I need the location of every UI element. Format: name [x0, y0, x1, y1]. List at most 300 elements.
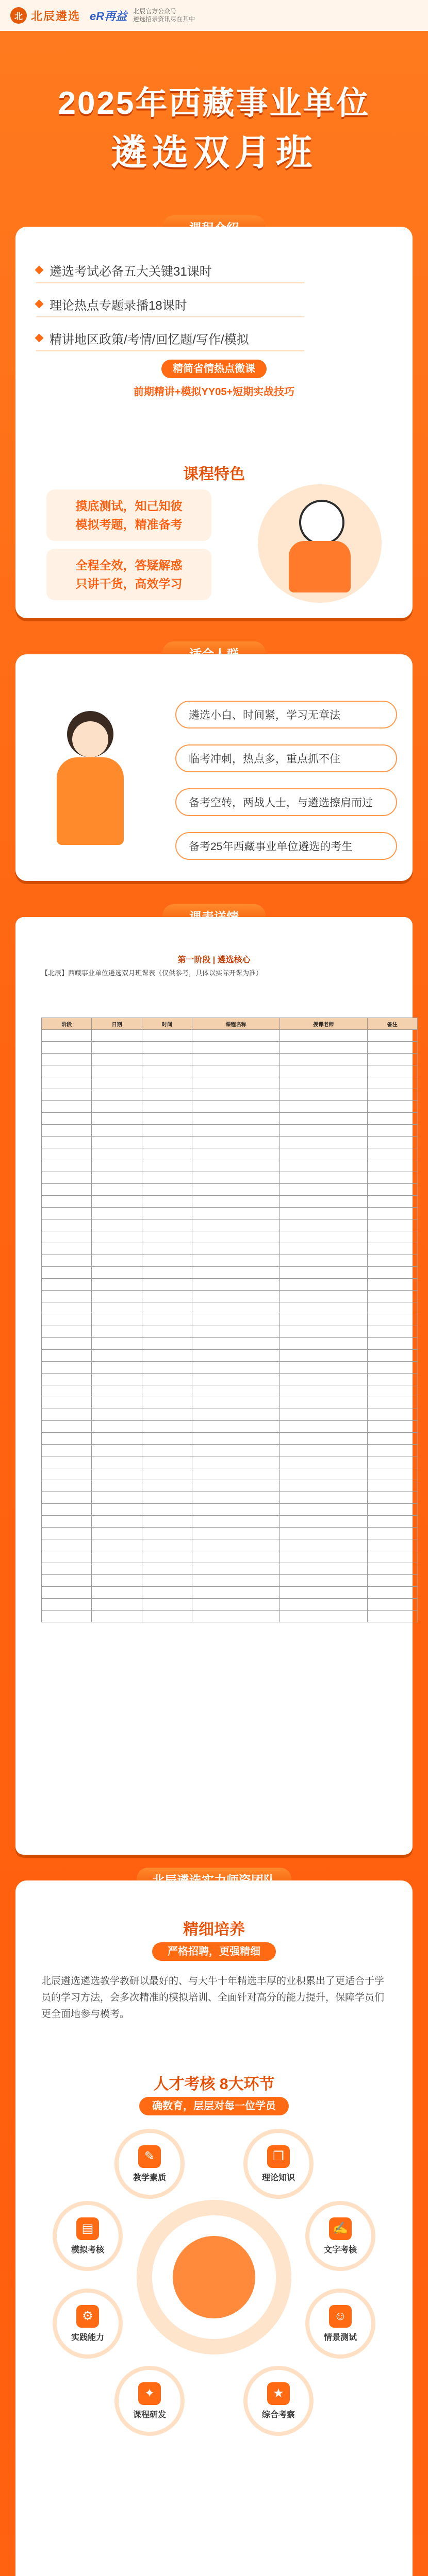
table-cell [92, 1409, 142, 1421]
table-row [42, 1539, 418, 1551]
pen-icon: ✍ [329, 2217, 352, 2240]
table-cell [42, 1077, 92, 1089]
table-cell [42, 1563, 92, 1575]
table-cell [142, 1397, 192, 1409]
table-cell [142, 1504, 192, 1516]
teacher-face [72, 721, 108, 757]
table-cell [42, 1587, 92, 1599]
table-cell [92, 1291, 142, 1302]
table-cell [279, 1184, 367, 1196]
table-cell [192, 1480, 280, 1492]
table-cell [192, 1267, 280, 1279]
intro-card [15, 227, 413, 618]
table-row [42, 1291, 418, 1302]
table-cell [367, 1445, 417, 1456]
table-row [42, 1077, 418, 1089]
table-row [42, 1137, 418, 1148]
table-cell [92, 1054, 142, 1065]
table-row [42, 1042, 418, 1054]
table-cell [92, 1528, 142, 1539]
table-cell [142, 1302, 192, 1314]
table-cell [142, 1516, 192, 1528]
table-cell [142, 1551, 192, 1563]
table-cell [92, 1184, 142, 1196]
table-cell [142, 1611, 192, 1622]
schedule-table-body [42, 1030, 418, 1622]
table-cell [192, 1421, 280, 1433]
table-cell [367, 1409, 417, 1421]
table-cell [192, 1492, 280, 1504]
table-cell [142, 1385, 192, 1397]
lightbulb-icon: ✦ [138, 2382, 161, 2405]
table-cell [92, 1255, 142, 1267]
table-cell [367, 1611, 417, 1622]
table-row [42, 1397, 418, 1409]
table-cell [279, 1338, 367, 1350]
table-cell [279, 1445, 367, 1456]
table-cell [92, 1397, 142, 1409]
table-cell [92, 1113, 142, 1125]
table-cell [367, 1208, 417, 1219]
table-cell [279, 1362, 367, 1374]
table-cell [42, 1314, 92, 1326]
table-cell [42, 1397, 92, 1409]
table-cell [192, 1160, 280, 1172]
assessment-node: ▤ 模拟考核 [57, 2205, 119, 2267]
table-row [42, 1504, 418, 1516]
assessment-node: ✎ 教学素质 [119, 2133, 180, 2195]
table-cell [192, 1587, 280, 1599]
table-cell [279, 1516, 367, 1528]
table-cell [192, 1551, 280, 1563]
table-cell [142, 1054, 192, 1065]
table-cell [279, 1208, 367, 1219]
table-cell [142, 1030, 192, 1042]
table-cell [142, 1279, 192, 1291]
table-cell [279, 1219, 367, 1231]
top-bar [0, 0, 428, 31]
table-cell [192, 1575, 280, 1587]
table-cell [367, 1350, 417, 1362]
table-cell [92, 1042, 142, 1054]
table-cell [42, 1054, 92, 1065]
table-cell [92, 1421, 142, 1433]
table-cell [42, 1539, 92, 1551]
table-cell [92, 1587, 142, 1599]
table-cell [279, 1480, 367, 1492]
table-cell [367, 1599, 417, 1611]
table-cell [92, 1101, 142, 1113]
table-cell [279, 1374, 367, 1385]
table-cell [279, 1042, 367, 1054]
table-cell [92, 1125, 142, 1137]
schedule-note: 【北辰】西藏事业单位遴选双月班课表（仅供参考，具体以实际开课为准） [41, 969, 263, 977]
table-cell [142, 1219, 192, 1231]
table-cell [192, 1042, 280, 1054]
assessment-node: ❐ 理论知识 [248, 2133, 309, 2195]
table-cell [192, 1504, 280, 1516]
table-cell [279, 1231, 367, 1243]
table-cell [367, 1492, 417, 1504]
table-cell [192, 1255, 280, 1267]
table-cell [192, 1077, 280, 1089]
table-cell [142, 1468, 192, 1480]
table-cell [279, 1255, 367, 1267]
table-cell [142, 1528, 192, 1539]
table-cell [142, 1208, 192, 1219]
table-row [42, 1350, 418, 1362]
table-cell [367, 1374, 417, 1385]
table-cell [142, 1314, 192, 1326]
table-cell [279, 1137, 367, 1148]
brand-logo-icon: 北 [10, 7, 27, 24]
table-cell [279, 1587, 367, 1599]
table-cell [279, 1267, 367, 1279]
table-cell [142, 1480, 192, 1492]
table-cell [279, 1456, 367, 1468]
table-cell [279, 1054, 367, 1065]
table-cell [92, 1219, 142, 1231]
table-cell [279, 1101, 367, 1113]
table-cell [142, 1350, 192, 1362]
table-cell [279, 1196, 367, 1208]
table-cell [279, 1113, 367, 1125]
table-cell [367, 1030, 417, 1042]
table-cell [142, 1160, 192, 1172]
schedule-card [15, 917, 413, 1855]
table-row [42, 1172, 418, 1184]
table-cell [92, 1611, 142, 1622]
table-cell [92, 1208, 142, 1219]
table-cell [142, 1575, 192, 1587]
table-cell [192, 1539, 280, 1551]
table-cell [92, 1504, 142, 1516]
table-cell [367, 1468, 417, 1480]
strength-paragraph: 北辰遴选遴选教学教研以最好的、与大牛十年精选丰厚的业积累出了更适合于学员的学习方法，会多次精准的模拟培训、全面针对高分的能力提升，保障学员们更全面地参与模考。 [41, 1976, 385, 2020]
table-row [42, 1421, 418, 1433]
table-cell [42, 1042, 92, 1054]
table-row [42, 1516, 418, 1528]
table-cell [142, 1599, 192, 1611]
table-cell [92, 1374, 142, 1385]
table-row [42, 1208, 418, 1219]
strength-tag1-sub: 严格招聘，更强精细培养 [152, 1942, 276, 1961]
table-row [42, 1231, 418, 1243]
diamond-icon [35, 300, 44, 309]
table-cell [42, 1421, 92, 1433]
table-cell [142, 1421, 192, 1433]
table-cell [367, 1196, 417, 1208]
table-row [42, 1445, 418, 1456]
table-cell [42, 1291, 92, 1302]
table-cell [92, 1077, 142, 1089]
table-row [42, 1302, 418, 1314]
strength-card [15, 1880, 413, 2576]
feature-box-1: 摸底测试，知己知彼 模拟考题，精准备考 [46, 489, 211, 541]
table-row [42, 1054, 418, 1065]
table-cell [142, 1563, 192, 1575]
table-cell [142, 1492, 192, 1504]
table-cell [92, 1480, 142, 1492]
table-cell [367, 1054, 417, 1065]
table-cell [92, 1539, 142, 1551]
table-cell [367, 1563, 417, 1575]
brand-name-2: eR再益 [90, 9, 127, 23]
table-cell [192, 1101, 280, 1113]
table-cell [367, 1148, 417, 1160]
table-cell [279, 1326, 367, 1338]
table-cell [42, 1184, 92, 1196]
table-row [42, 1243, 418, 1255]
star-icon: ★ [267, 2382, 290, 2405]
table-cell [279, 1279, 367, 1291]
table-cell [42, 1575, 92, 1587]
table-cell [92, 1243, 142, 1255]
table-cell [192, 1279, 280, 1291]
table-cell [192, 1397, 280, 1409]
table-cell [42, 1433, 92, 1445]
table-row [42, 1255, 418, 1267]
table-cell [92, 1575, 142, 1587]
table-cell [279, 1504, 367, 1516]
table-cell [192, 1468, 280, 1480]
table-cell [192, 1243, 280, 1255]
table-cell [192, 1113, 280, 1125]
audience-item: 遴选小白、时间紧，学习无章法 [175, 701, 397, 728]
table-row [42, 1326, 418, 1338]
table-cell [142, 1148, 192, 1160]
table-cell [367, 1385, 417, 1397]
table-cell [142, 1137, 192, 1148]
audience-item: 备考空转，两战人士，与遴选擦肩而过 [175, 788, 397, 816]
table-cell [142, 1255, 192, 1267]
table-cell [367, 1575, 417, 1587]
brand-name: 北辰遴选 [31, 9, 81, 23]
table-cell [42, 1480, 92, 1492]
table-cell [42, 1409, 92, 1421]
table-cell [42, 1243, 92, 1255]
intro-banner-sub: 前期精讲+模拟YY05+短期实战技巧 [133, 386, 295, 398]
table-cell [42, 1101, 92, 1113]
table-cell [192, 1338, 280, 1350]
table-cell [192, 1184, 280, 1196]
table-cell [92, 1492, 142, 1504]
table-cell [42, 1208, 92, 1219]
table-cell [192, 1172, 280, 1184]
table-cell [367, 1243, 417, 1255]
table-cell [279, 1065, 367, 1077]
table-cell [142, 1326, 192, 1338]
table-row [42, 1374, 418, 1385]
audience-item: 备考25年西藏事业单位遴选的考生 [175, 832, 397, 860]
table-cell [367, 1042, 417, 1054]
table-cell [92, 1172, 142, 1184]
table-cell [279, 1468, 367, 1480]
table-cell [192, 1445, 280, 1456]
table-cell [367, 1314, 417, 1326]
table-row [42, 1089, 418, 1101]
table-cell [192, 1409, 280, 1421]
table-cell [92, 1160, 142, 1172]
table-row [42, 1196, 418, 1208]
table-row [42, 1563, 418, 1575]
table-cell [367, 1184, 417, 1196]
table-cell [92, 1030, 142, 1042]
table-cell [192, 1302, 280, 1314]
table-cell [279, 1528, 367, 1539]
table-cell [367, 1279, 417, 1291]
table-cell [279, 1148, 367, 1160]
table-cell [192, 1219, 280, 1231]
table-cell [42, 1196, 92, 1208]
table-row [42, 1065, 418, 1077]
table-cell [367, 1113, 417, 1125]
table-cell [92, 1599, 142, 1611]
diamond-icon [35, 334, 44, 343]
table-cell [42, 1528, 92, 1539]
table-cell [92, 1433, 142, 1445]
hero-subtitle: 遴选双月班 [111, 132, 317, 173]
table-cell [92, 1468, 142, 1480]
table-row [42, 1113, 418, 1125]
table-cell [367, 1160, 417, 1172]
table-cell [192, 1433, 280, 1445]
table-cell [192, 1196, 280, 1208]
table-cell [42, 1516, 92, 1528]
intro-bullet: 理论热点专题录播18课时 [36, 292, 304, 317]
table-cell [42, 1219, 92, 1231]
table-cell [42, 1374, 92, 1385]
intro-bullet: 精讲地区政策/考情/回忆题/写作/模拟 [36, 326, 304, 351]
table-cell [192, 1030, 280, 1042]
table-cell [279, 1030, 367, 1042]
table-cell [42, 1160, 92, 1172]
table-cell [367, 1255, 417, 1267]
table-cell [142, 1042, 192, 1054]
table-cell [279, 1385, 367, 1397]
brand-subtitle-1: 北辰官方公众号 [133, 8, 177, 15]
strength-tag1: 精细培养 [183, 1921, 245, 1938]
table-cell [42, 1089, 92, 1101]
table-cell [142, 1374, 192, 1385]
table-cell [142, 1184, 192, 1196]
table-row [42, 1385, 418, 1397]
table-cell [279, 1492, 367, 1504]
table-cell [192, 1231, 280, 1243]
table-cell [279, 1599, 367, 1611]
table-cell [92, 1267, 142, 1279]
table-cell [367, 1101, 417, 1113]
table-cell [367, 1326, 417, 1338]
table-cell [279, 1421, 367, 1433]
table-cell [279, 1089, 367, 1101]
table-cell [142, 1362, 192, 1374]
table-cell [192, 1054, 280, 1065]
table-cell [192, 1374, 280, 1385]
table-cell [279, 1314, 367, 1326]
table-cell [279, 1077, 367, 1089]
table-cell [279, 1350, 367, 1362]
brand-subtitle-2: 遴选招录资讯尽在其中 [133, 15, 195, 23]
table-cell [192, 1137, 280, 1148]
table-cell [192, 1385, 280, 1397]
table-cell [92, 1196, 142, 1208]
table-cell [279, 1575, 367, 1587]
table-cell [367, 1433, 417, 1445]
table-cell [192, 1362, 280, 1374]
table-row [42, 1148, 418, 1160]
table-cell [142, 1089, 192, 1101]
table-cell [367, 1065, 417, 1077]
people-icon: ☺ [329, 2305, 352, 2328]
table-cell [92, 1137, 142, 1148]
mascot-illustration [258, 484, 382, 603]
table-cell [92, 1279, 142, 1291]
table-row [42, 1492, 418, 1504]
table-cell [92, 1456, 142, 1468]
table-cell [42, 1504, 92, 1516]
table-cell [192, 1563, 280, 1575]
table-cell [367, 1125, 417, 1137]
table-cell [92, 1516, 142, 1528]
table-cell [42, 1113, 92, 1125]
table-row [42, 1101, 418, 1113]
table-row [42, 1338, 418, 1350]
table-cell [367, 1480, 417, 1492]
teacher-body [57, 757, 124, 845]
table-cell [279, 1433, 367, 1445]
table-cell [142, 1338, 192, 1350]
table-cell [92, 1148, 142, 1160]
assessment-node: ✦ 课程研发 [119, 2370, 180, 2432]
table-cell [367, 1516, 417, 1528]
brand-subtitle [133, 8, 195, 23]
audience-card [15, 654, 413, 881]
table-row [42, 1599, 418, 1611]
schedule-caption: 第一阶段 | 遴选核心 [177, 956, 251, 964]
table-cell [142, 1065, 192, 1077]
table-cell [367, 1338, 417, 1350]
audience-item: 临考冲刺，热点多，重点抓不住 [175, 744, 397, 772]
table-cell [279, 1551, 367, 1563]
document-icon: ❐ [267, 2145, 290, 2168]
table-cell [42, 1267, 92, 1279]
table-cell [42, 1302, 92, 1314]
table-cell [42, 1445, 92, 1456]
table-row [42, 1219, 418, 1231]
table-cell [279, 1160, 367, 1172]
table-cell [42, 1065, 92, 1077]
table-cell [367, 1456, 417, 1468]
table-cell [42, 1468, 92, 1480]
intro-banner-pill: 精简省情热点微课 [161, 360, 267, 378]
table-row [42, 1433, 418, 1445]
table-cell [192, 1089, 280, 1101]
table-cell [142, 1101, 192, 1113]
table-header-row: 阶段 日期 时间 课程名称 授课老师 备注 [42, 1018, 418, 1030]
table-cell [367, 1267, 417, 1279]
table-cell [92, 1231, 142, 1243]
table-cell [42, 1362, 92, 1374]
table-cell [142, 1113, 192, 1125]
table-row [42, 1314, 418, 1326]
table-cell [142, 1587, 192, 1599]
table-cell [92, 1326, 142, 1338]
table-cell [367, 1137, 417, 1148]
strength-tag2: 人才考核 8大环节 [153, 2076, 275, 2093]
table-cell [42, 1551, 92, 1563]
table-row [42, 1279, 418, 1291]
